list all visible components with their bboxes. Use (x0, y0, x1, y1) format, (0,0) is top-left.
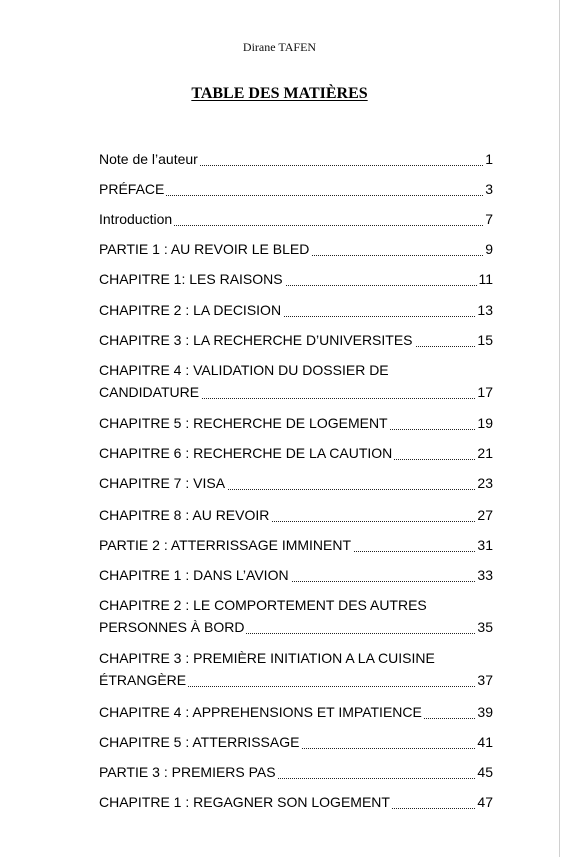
toc-entry (99, 208, 493, 230)
toc-entry (99, 564, 493, 586)
toc-entry-label: CHAPITRE 8 : AU REVOIR (99, 507, 270, 523)
toc-entry (99, 731, 493, 753)
toc-entry (99, 647, 493, 691)
page-title (0, 85, 559, 103)
toc-entry-page-number: 31 (476, 534, 493, 556)
toc-entry-page-number: 17 (476, 381, 493, 403)
toc-entry-page-number: 21 (476, 442, 493, 464)
toc-entry-label-line1: CHAPITRE 2 : LE COMPORTEMENT DES AUTRES (99, 597, 427, 613)
toc-entry-label: PARTIE 2 : ATTERRISSAGE IMMINENT (99, 537, 352, 553)
toc-entry-label: PARTIE 3 : PREMIERS PAS (99, 764, 276, 780)
toc-entry-page-number: 39 (476, 701, 493, 723)
toc-entry-label-line1: CHAPITRE 3 : PREMIÈRE INITIATION A LA CUISINE (99, 650, 435, 666)
toc-entry (99, 178, 493, 200)
toc-entry-label: CHAPITRE 6 : RECHERCHE DE LA CAUTION (99, 445, 393, 461)
toc-entry-page-number: 7 (484, 208, 493, 230)
toc-entry-label: ÉTRANGÈRE (99, 672, 187, 688)
toc-entry-page-number: 3 (484, 178, 493, 200)
toc-entry (99, 701, 493, 723)
toc-entry (99, 534, 493, 556)
toc-entry-label: CHAPITRE 3 : LA RECHERCHE D’UNIVERSITES (99, 332, 413, 348)
toc-entry-page-number: 15 (476, 329, 493, 351)
toc-entry (99, 238, 493, 260)
toc-entry (99, 268, 493, 290)
toc-entry (99, 791, 493, 813)
toc-entry-label: CHAPITRE 1: LES RAISONS (99, 271, 283, 287)
title-text: TABLE DES MATIÈRES (191, 85, 368, 102)
toc-entry-label: CHAPITRE 5 : RECHERCHE DE LOGEMENT (99, 415, 388, 431)
toc-entry-page-number: 23 (476, 472, 493, 494)
toc-entry-label: CHAPITRE 7 : VISA (99, 475, 226, 491)
toc-entry-label: PERSONNES À BORD (99, 619, 245, 635)
toc-entry (99, 329, 493, 351)
toc-entry (99, 412, 493, 434)
toc-entry-label-line1: CHAPITRE 4 : VALIDATION DU DOSSIER DE (99, 362, 389, 378)
toc-entry-page-number: 35 (476, 616, 493, 638)
toc-entry (99, 299, 493, 321)
toc-entry-page-number: 1 (484, 148, 493, 170)
toc-entry (99, 761, 493, 783)
toc-entry-page-number: 41 (476, 731, 493, 753)
toc-entry (99, 594, 493, 638)
toc-entry-label: CANDIDATURE (99, 384, 200, 400)
toc-entry (99, 148, 493, 170)
toc-entry-label: CHAPITRE 5 : ATTERRISSAGE (99, 734, 300, 750)
toc-entry-page-number: 11 (477, 268, 493, 290)
toc-entry-label: Introduction (99, 211, 173, 227)
toc-entry-page-number: 33 (476, 564, 493, 586)
author-header: Dirane TAFEN (242, 40, 317, 54)
toc-entry-page-number: 19 (476, 412, 493, 434)
toc-entry-page-number: 27 (476, 504, 493, 526)
toc-entry (99, 442, 493, 464)
toc-entry-page-number: 45 (476, 761, 493, 783)
toc-entry-page-number: 47 (476, 791, 493, 813)
toc-entry (99, 359, 493, 403)
toc-entry-label: PRÉFACE (99, 181, 165, 197)
toc-entry-page-number: 37 (476, 669, 493, 691)
toc-entry-page-number: 13 (476, 299, 493, 321)
toc-entry-label: CHAPITRE 1 : DANS L’AVION (99, 567, 289, 583)
toc-entry-label: CHAPITRE 4 : APPREHENSIONS ET IMPATIENCE (99, 704, 422, 720)
toc-entry (99, 504, 493, 526)
toc-entry-label: CHAPITRE 1 : REGAGNER SON LOGEMENT (99, 794, 390, 810)
toc-entry-label: PARTIE 1 : AU REVOIR LE BLED (99, 241, 310, 257)
toc-entry-page-number: 9 (484, 238, 493, 260)
toc-entry (99, 472, 493, 494)
toc-entry-label: Note de l’auteur (99, 151, 198, 167)
toc-entry-label: CHAPITRE 2 : LA DECISION (99, 302, 282, 318)
